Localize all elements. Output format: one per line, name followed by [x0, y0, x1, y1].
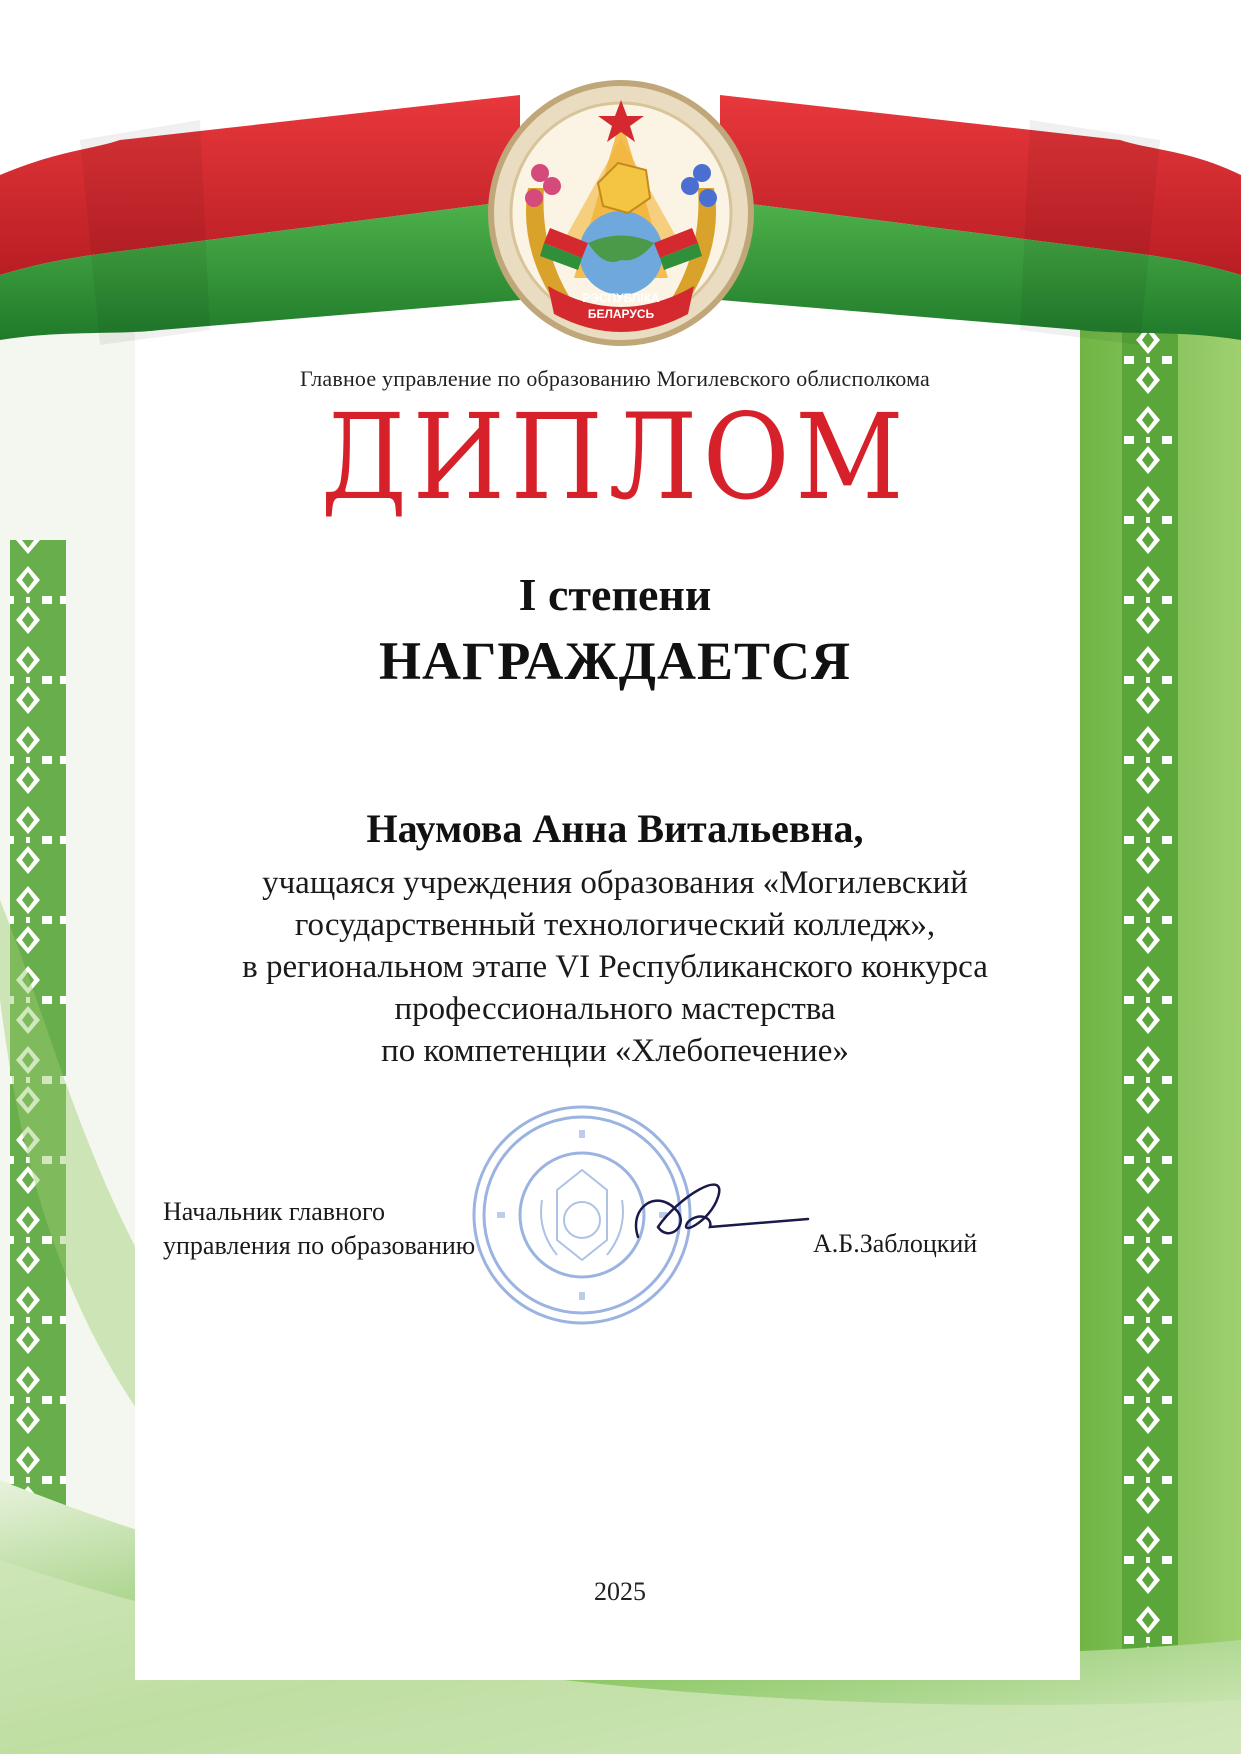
signatory-position	[163, 1195, 475, 1263]
organization-line: Главное управление по образованию Могилевского облисполкома	[299, 366, 931, 391]
description-line: государственный технологический колледж»,	[294, 907, 936, 943]
description-line: в региональном этапе VI Республиканского конкурса	[242, 949, 988, 985]
diploma-degree: I степени	[518, 569, 712, 620]
signatory-name: А.Б.Заблоцкий	[813, 1229, 978, 1258]
emblem-text-line2: БЕЛАРУСЬ	[587, 307, 655, 321]
diploma-title: ДИПЛОМ	[320, 388, 910, 526]
signatory-position-line: Начальник главного	[163, 1197, 385, 1226]
award-description	[150, 862, 1080, 1072]
diploma-year: 2025	[594, 1577, 646, 1606]
handwritten-signature-icon	[618, 1167, 818, 1257]
recipient-name: Наумова Анна Витальевна,	[366, 806, 864, 851]
awarded-heading: НАГРАЖДАЕТСЯ	[378, 631, 851, 691]
belarus-emblem-icon	[478, 78, 764, 348]
description-line: учащаяся учреждения образования «Могилевский	[262, 865, 968, 901]
emblem-text-line1: РЭСПУБЛІКА	[582, 291, 660, 305]
description-line: профессионального мастерства	[394, 991, 836, 1027]
description-line: по компетенции «Хлебопечение»	[381, 1033, 849, 1069]
signatory-position-line: управления по образованию	[163, 1231, 476, 1260]
